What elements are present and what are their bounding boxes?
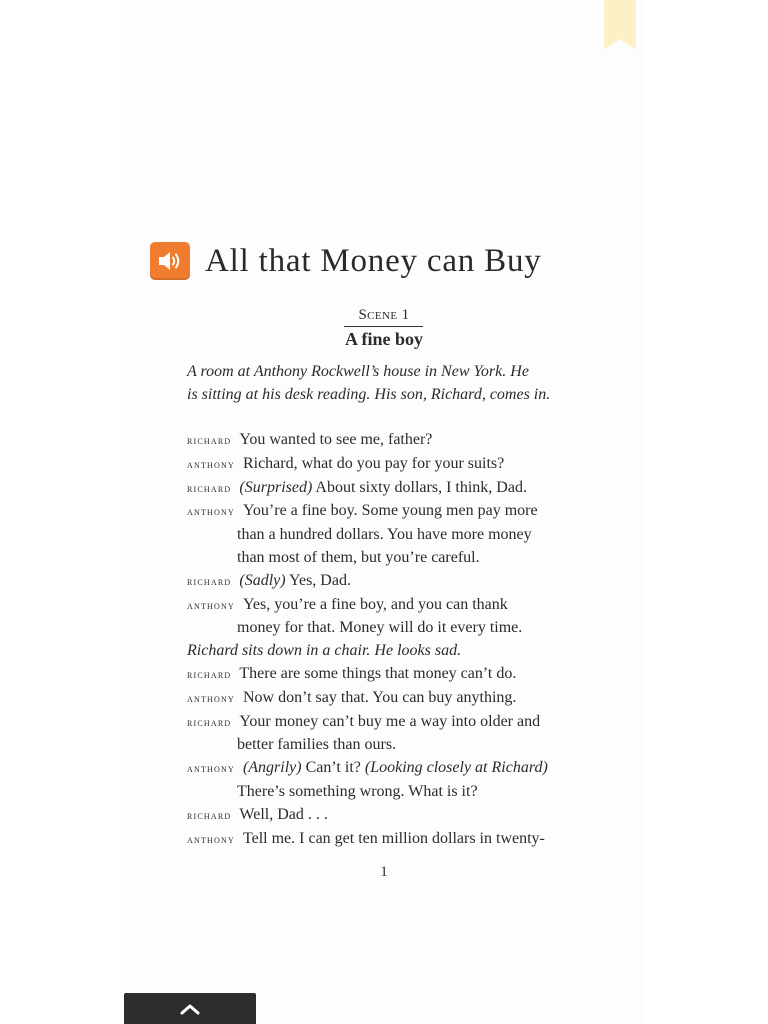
stage-direction: Richard sits down in a chair. He looks sad.	[187, 642, 462, 660]
chevron-up-icon	[180, 1003, 200, 1015]
speaker-name: richard	[187, 809, 232, 822]
dialogue-line	[187, 757, 587, 781]
dialogue-continuation: money for that. Money will do it every time.	[237, 619, 523, 637]
dialogue-text: Can’t it?	[301, 759, 365, 777]
speaker-name: richard	[187, 668, 232, 681]
scene-title: A fine boy	[344, 329, 423, 349]
stage-note: (Surprised)	[239, 478, 313, 496]
speaker-name: anthony	[187, 599, 235, 612]
dialogue-line	[187, 429, 587, 453]
dialogue-continuation: There’s something wrong. What is it?	[237, 782, 478, 800]
speaker-name: richard	[187, 435, 232, 447]
speaker-name: richard	[187, 716, 232, 729]
scene-intro-line: A room at Anthony Rockwell’s house in New York. He	[187, 363, 529, 380]
dialogue-line	[187, 570, 587, 594]
speaker-name: anthony	[187, 763, 235, 776]
dialogue-continuation: than most of them, but you’re careful.	[237, 548, 480, 566]
stage-note: (Angrily)	[242, 759, 302, 777]
chapter-title: All that Money can Buy	[205, 242, 542, 279]
stage-note: (Looking closely at Richard)	[364, 759, 548, 777]
dialogue-text: Richard, what do you pay for your suits?	[242, 454, 505, 472]
chapter-header	[150, 238, 542, 284]
dialogue-line	[187, 663, 587, 687]
dialogue-line	[187, 804, 587, 828]
dialogue-text: Now don’t say that. You can buy anything.	[242, 688, 517, 706]
scene-intro	[187, 360, 587, 406]
speaker-name: richard	[187, 482, 232, 495]
scene-intro-line: is sitting at his desk reading. His son, Richard, comes in.	[187, 386, 551, 403]
speaker-name: richard	[187, 575, 232, 588]
dialogue-line	[187, 453, 587, 477]
dialogue-text: There are some things that money can’t do.	[239, 664, 517, 682]
dialogue-continuation: than a hundred dollars. You have more money	[237, 526, 532, 544]
dialogue-text: You wanted to see me, father?	[239, 431, 433, 448]
speaker-name: anthony	[187, 458, 235, 471]
dialogue-line	[187, 500, 587, 524]
show-toolbar-button[interactable]	[124, 993, 256, 1024]
dialogue-continuation: better families than ours.	[237, 736, 397, 754]
dialogue-line	[187, 687, 587, 711]
speaker-name: anthony	[187, 833, 235, 846]
speaker-name: anthony	[187, 506, 235, 519]
dialogue-line	[187, 477, 587, 501]
dialogue-text: About sixty dollars, I think, Dad.	[312, 478, 527, 496]
speaker-name: anthony	[187, 692, 235, 705]
dialogue-text: Well, Dad . . .	[239, 805, 328, 823]
dialogue-text: Yes, you’re a fine boy, and you can thank	[242, 595, 508, 613]
dialogue-text: Yes, Dad.	[285, 571, 351, 589]
dialogue-text: Tell me. I can get ten million dollars in twenty-	[242, 829, 545, 847]
dialogue-text: Your money can’t buy me a way into older and	[239, 712, 541, 730]
play-script	[187, 429, 587, 851]
dialogue-text: You’re a fine boy. Some young men pay more	[242, 502, 538, 520]
stage-note: (Sadly)	[239, 571, 286, 589]
audio-play-button[interactable]	[150, 242, 190, 280]
speaker-icon	[157, 250, 183, 272]
scene-number: Scene 1	[358, 307, 410, 323]
page-number: 1	[380, 864, 388, 880]
dialogue-line	[187, 828, 587, 852]
scene-divider	[344, 326, 423, 327]
dialogue-line	[187, 594, 587, 618]
dialogue-line	[187, 711, 587, 735]
